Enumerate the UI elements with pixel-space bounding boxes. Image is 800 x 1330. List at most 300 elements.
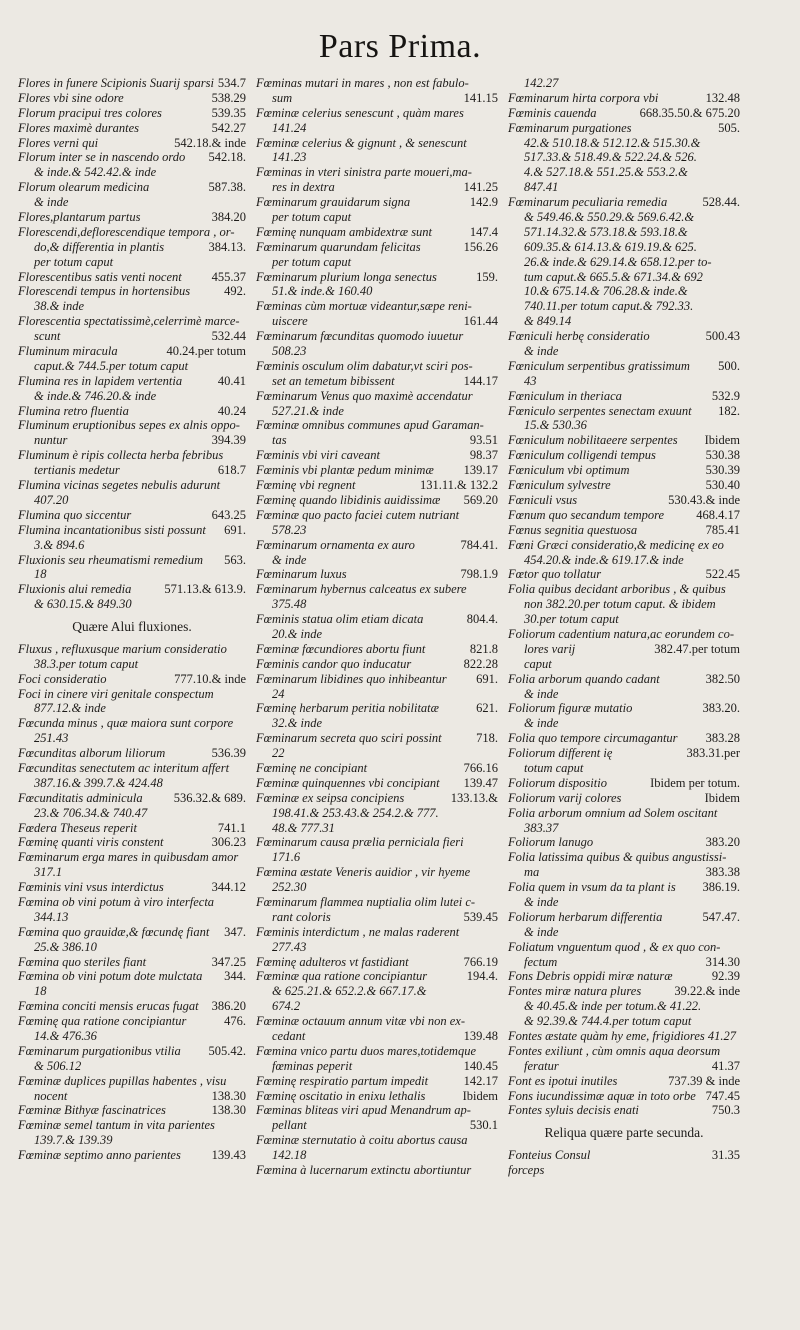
entry-text: & inde [524, 344, 559, 359]
entry-text: caput.& 744.5.per totum caput [34, 358, 189, 373]
entry-text: Fluminum eruptionibus sepes ex alnis oppo- [18, 418, 240, 433]
entry-text: Folia quo tempore circumagantur [508, 731, 678, 746]
index-entry-line [18, 687, 246, 702]
entry-text: Fontes exiliunt , cùm omnis aqua deorsum [508, 1043, 721, 1058]
index-entry-line [508, 791, 740, 806]
entry-reference: 777.10.& inde [174, 671, 246, 686]
entry-text: 18 [34, 984, 47, 999]
entry-text: Fœnum quo secandum tempore [508, 507, 665, 522]
index-entry-line [256, 553, 498, 568]
entry-text: Fœminis vbi plantæ pedum minimæ [256, 463, 434, 478]
entry-text: Fœminis candor quo inducatur [256, 656, 412, 671]
entry-text: 3.& 894.6 [34, 537, 85, 552]
index-entry-line [18, 925, 246, 940]
entry-text: Fœcunditas alborum liliorum [18, 746, 166, 761]
index-entry-line [256, 850, 498, 865]
index-entry-line [18, 746, 246, 761]
entry-text: Fœminarum erga mares in quibusdam amor [18, 850, 239, 865]
index-entry-line [256, 180, 498, 195]
entry-reference: 194.4. [466, 969, 498, 984]
entry-text: 139.7.& 139.39 [34, 1133, 113, 1148]
entry-text: Fœcunda minus , quæ maiora sunt corpore [18, 716, 234, 731]
entry-text: 198.41.& 253.43.& 254.2.& 777. [272, 805, 439, 820]
entry-text: sum [272, 90, 293, 105]
index-entry-line [256, 791, 498, 806]
entry-text: Fœmina conciti mensis erucas fugat [18, 999, 199, 1014]
entry-reference: 98.37 [469, 448, 498, 463]
entry-text: Foliorum cadentium natura,ac eorundem co- [508, 626, 735, 641]
entry-reference: 538.29 [211, 90, 246, 105]
entry-text: 517.33.& 518.49.& 522.24.& 526. [524, 150, 697, 165]
entry-text: Foliorum lanugo [508, 835, 594, 850]
entry-reference: 138.30 [211, 1088, 246, 1103]
index-entry-line [508, 955, 740, 970]
index-entry-line [256, 374, 498, 389]
entry-reference: 505.42. [208, 1043, 246, 1058]
index-entry-line [18, 999, 246, 1014]
index-entry-line [18, 106, 246, 121]
index-entry-line [18, 701, 246, 716]
entry-reference: 492. [224, 284, 246, 299]
entry-text: & inde [524, 686, 559, 701]
index-entry-line [256, 165, 498, 180]
entry-text: Fœminarum flammea nuptialia olim lutei c- [256, 894, 476, 909]
entry-text: 15.& 530.36 [524, 418, 587, 433]
entry-text: do,& differentia in plantis [34, 239, 165, 254]
entry-reference: 159. [476, 269, 498, 284]
entry-text: Fœminas mutari in mares , non est fabulo- [256, 76, 469, 90]
index-entry-line [508, 925, 740, 940]
index-entry-line [18, 240, 246, 255]
entry-text: & 625.21.& 652.2.& 667.17.& [272, 984, 427, 999]
entry-reference: 542.18.& inde [174, 135, 246, 150]
section-note [18, 612, 246, 642]
index-entry-line [18, 1103, 246, 1118]
entry-reference: 147.4 [469, 224, 498, 239]
entry-text: & 40.45.& inde per totum.& 41.22. [524, 999, 702, 1014]
index-entry-line [508, 76, 740, 91]
entry-reference: 500. [718, 358, 740, 373]
entry-text: Fœmina vnico partu duos mares,totidemque [256, 1043, 477, 1058]
entry-reference: 522.45 [705, 567, 740, 582]
index-entry-line [508, 523, 740, 538]
entry-text: 14.& 476.36 [34, 1029, 97, 1044]
index-entry-line [508, 359, 740, 374]
entry-text: Fœniculo serpentes senectam exuunt [508, 403, 692, 418]
entry-reference: 383.20. [702, 701, 740, 716]
index-entry-line [256, 270, 498, 285]
index-entry-line [256, 210, 498, 225]
index-entry-line [508, 642, 740, 657]
entry-text: Fœminis vbi viri caveant [256, 448, 380, 463]
entry-text: Florum olearum medicina [18, 180, 150, 195]
entry-reference: 536.39 [211, 746, 246, 761]
entry-text: Fœminas in vteri sinistra parte moueri,ma- [256, 165, 472, 180]
entry-reference: 542.18. [208, 150, 246, 165]
index-entry-line [508, 210, 740, 225]
entry-text: & inde [272, 552, 307, 567]
index-entry-line [508, 999, 740, 1014]
entry-text: Fœminarum libidines quo inhibeantur [256, 671, 447, 686]
index-column-right [508, 76, 740, 1178]
entry-text: Fluminum è ripis collecta herba febribus [18, 448, 224, 463]
index-entry-line [508, 136, 740, 151]
index-entry-line [508, 716, 740, 731]
entry-reference: 139.47 [463, 775, 498, 790]
entry-text: 142.27 [524, 76, 559, 90]
index-entry-line [508, 478, 740, 493]
index-entry-line [18, 955, 246, 970]
index-entry-line [508, 850, 740, 865]
index-entry-line [18, 508, 246, 523]
entry-reference: 621. [476, 701, 498, 716]
entry-text: Florum pracipui tres colores [18, 105, 162, 120]
entry-text: 674.2 [272, 999, 301, 1014]
entry-text: Fœminæ quo pacto faciei cutem nutriant [256, 507, 460, 522]
entry-reference: 643.25 [211, 507, 246, 522]
entry-text: 43 [524, 373, 537, 388]
index-entry-line [256, 582, 498, 597]
index-entry-line [508, 508, 740, 523]
entry-reference: 668.35.50.& 675.20 [639, 105, 740, 120]
entry-text: Fœminę qua ratione concipiantur [18, 1014, 187, 1029]
entry-text: Fœniculi herbę consideratio [508, 329, 650, 344]
entry-reference: 691. [476, 671, 498, 686]
entry-text: Fœminarum plurium longa senectus [256, 269, 437, 284]
index-entry-line [256, 225, 498, 240]
entry-text: 252.30 [272, 880, 307, 895]
entry-text: 25.& 386.10 [34, 939, 97, 954]
entry-reference: 161.44 [463, 314, 498, 329]
index-entry-line [18, 791, 246, 806]
entry-reference: 747.45 [705, 1088, 740, 1103]
index-entry-line [256, 925, 498, 940]
entry-text: 38.3.per totum caput [34, 656, 139, 671]
entry-reference: 142.17 [463, 1073, 498, 1088]
entry-text: Florescendi tempus in hortensibus [18, 284, 191, 299]
entry-text: 32.& inde [272, 716, 322, 731]
entry-text: & 849.14 [524, 314, 572, 329]
index-entry-line [508, 195, 740, 210]
entry-text: & 549.46.& 550.29.& 569.6.42.& [524, 210, 695, 225]
entry-text: uiscere [272, 314, 308, 329]
entry-text: Fluminum miracula [18, 344, 118, 359]
index-entry-line [256, 1133, 498, 1148]
index-entry-line [508, 567, 740, 582]
index-entry-line [256, 448, 498, 463]
index-entry-line [18, 523, 246, 538]
entry-text: per totum caput [272, 254, 352, 269]
entry-reference: 131.11.& 132.2 [419, 478, 498, 493]
index-entry-line [508, 344, 740, 359]
entry-text: 877.12.& inde [34, 701, 106, 716]
entry-reference: 382.47.per totum [654, 641, 740, 656]
entry-text: Foliatum vnguentum quod , & ex quo con- [508, 939, 721, 954]
index-entry-line [18, 850, 246, 865]
entry-reference: 138.30 [211, 1103, 246, 1118]
index-entry-line [508, 225, 740, 240]
entry-reference: Ibidem [704, 433, 740, 448]
index-entry-line [18, 538, 246, 553]
index-entry-line [508, 687, 740, 702]
index-entry-line [256, 433, 498, 448]
entry-text: Fontes æstate quàm hy eme, frigidiores 41.27 [508, 1029, 736, 1043]
index-entry-line [256, 806, 498, 821]
index-entry-line [508, 1148, 740, 1163]
entry-text: Flores in funere Scipionis Suarij sparsi [18, 76, 214, 90]
entry-text: Fœminis cauenda [508, 105, 597, 120]
index-entry-line [256, 463, 498, 478]
index-entry-line [256, 955, 498, 970]
entry-reference: 140.45 [463, 1058, 498, 1073]
entry-text: Folia quem in vsum da ta plant is [508, 880, 676, 895]
entry-text: & inde [524, 924, 559, 939]
entry-reference: 156.26 [463, 239, 498, 254]
entry-text: ma [524, 865, 540, 880]
entry-reference: 132.48 [705, 90, 740, 105]
entry-text: Fœniculum in theriaca [508, 388, 622, 403]
entry-text: Fœminę quanti viris constent [18, 835, 164, 850]
entry-text: 609.35.& 614.13.& 619.19.& 625. [524, 239, 697, 254]
entry-reference: 547.47. [702, 909, 740, 924]
entry-text: Quære Alui fluxiones. [72, 619, 192, 635]
entry-text: Fœminę nunquam ambidextræ sunt [256, 224, 433, 239]
index-entry-line [508, 746, 740, 761]
entry-reference: 569.20 [463, 492, 498, 507]
entry-text: Fœdera Theseus reperit [18, 820, 137, 835]
entry-text: pellant [272, 1118, 307, 1133]
entry-reference: 93.51 [469, 433, 498, 448]
entry-text: set an temetum bibissent [272, 373, 395, 388]
index-entry-line [18, 433, 246, 448]
entry-text: Fœminæ omnibus communes apud Garaman- [256, 418, 484, 433]
index-entry-line [18, 880, 246, 895]
entry-text: Reliqua quære parte secunda. [544, 1125, 704, 1141]
index-entry-line [18, 761, 246, 776]
index-entry-line [256, 255, 498, 270]
entry-reference: 139.43 [211, 1148, 246, 1163]
index-entry-line [18, 121, 246, 136]
entry-text: tertianis medetur [34, 463, 120, 478]
entry-reference: 587.38. [208, 180, 246, 195]
entry-text: Folia arborum omnium ad Solem oscitant [508, 805, 718, 820]
entry-text: Flumina quo siccentur [18, 507, 132, 522]
entry-text: Fœcunditatis adminicula [18, 790, 143, 805]
index-entry-line [18, 1148, 246, 1163]
index-entry-line [256, 359, 498, 374]
entry-reference: 532.9 [711, 388, 740, 403]
index-entry-line [18, 553, 246, 568]
entry-text: Fonteius Consul [508, 1148, 591, 1163]
entry-text: tas [272, 433, 287, 448]
index-entry-line [508, 627, 740, 642]
entry-text: Fœminę respiratio partum impedit [256, 1073, 429, 1088]
entry-reference: 347.25 [211, 954, 246, 969]
index-entry-line [256, 493, 498, 508]
entry-text: 277.43 [272, 939, 307, 954]
index-entry-line [256, 284, 498, 299]
index-entry-line [256, 657, 498, 672]
entry-reference: 563. [224, 552, 246, 567]
index-entry-line [18, 418, 246, 433]
entry-text: fectum [524, 954, 558, 969]
entry-text: Fœminæ duplices pupillas habentes , visu [18, 1073, 227, 1088]
index-entry-line [508, 433, 740, 448]
index-entry-line [256, 567, 498, 582]
entry-reference: Ibidem per totum. [650, 775, 740, 790]
index-entry-line [18, 270, 246, 285]
entry-text: 740.11.per totum caput.& 792.33. [524, 299, 694, 314]
entry-reference: 530.39 [705, 463, 740, 478]
index-entry-line [18, 567, 246, 582]
entry-reference: 142.9 [469, 195, 498, 210]
index-entry-line [18, 776, 246, 791]
entry-text: Florum inter se in nascendo ordo [18, 150, 186, 165]
index-entry-line [18, 1044, 246, 1059]
index-entry-line [256, 746, 498, 761]
entry-text: Fœmina ob vini potum dote mulctata [18, 969, 203, 984]
entry-text: Fœniculum sylvestre [508, 478, 611, 493]
entry-reference: 40.24 [217, 403, 246, 418]
index-entry-line [256, 999, 498, 1014]
entry-text: Fœminæ qua ratione concipiantur [256, 969, 428, 984]
index-entry-line [508, 91, 740, 106]
entry-text: 383.37 [524, 820, 559, 835]
entry-text: nuntur [34, 433, 68, 448]
index-entry-line [508, 284, 740, 299]
index-entry-line [256, 1163, 498, 1178]
index-entry-line [256, 984, 498, 999]
entry-text: Fœminæ octauum annum vitæ vbi non ex- [256, 1014, 465, 1029]
index-entry-line [18, 404, 246, 419]
entry-text: Fœniculum colligendi tempus [508, 448, 656, 463]
entry-reference: 344.12 [211, 880, 246, 895]
entry-text: 48.& 777.31 [272, 820, 335, 835]
entry-text: Folia latissima quibus & quibus angustissi- [508, 850, 727, 865]
entry-text: Flumina vicinas segetes nebulis adurunt [18, 478, 221, 493]
index-column-middle [256, 76, 498, 1178]
index-entry-line [256, 731, 498, 746]
index-entry-line [18, 940, 246, 955]
entry-reference: 314.30 [705, 954, 740, 969]
index-entry-line [256, 940, 498, 955]
entry-reference: 384.20 [211, 210, 246, 225]
entry-reference: 383.31.per [686, 746, 740, 761]
entry-reference: 822.28 [463, 656, 498, 671]
entry-text: 26.& inde.& 629.14.& 658.12.per to- [524, 254, 712, 269]
entry-reference: 785.41 [705, 522, 740, 537]
entry-text: 171.6 [272, 850, 301, 865]
index-entry-line [256, 910, 498, 925]
entry-text: Fœminæ fœcundiores abortu fiunt [256, 641, 426, 656]
entry-reference: 133.13.& [450, 790, 498, 805]
index-entry-line [18, 806, 246, 821]
index-entry-line [18, 865, 246, 880]
entry-text: Fœminæ sternutatio à coitu abortus causa [256, 1133, 468, 1148]
index-entry-line [508, 165, 740, 180]
entry-text: Flores verni qui [18, 135, 99, 150]
entry-reference: 383.20 [705, 835, 740, 850]
entry-reference: 530.43.& inde [668, 492, 740, 507]
index-entry-line [18, 195, 246, 210]
entry-text: 51.& inde.& 160.40 [272, 284, 373, 299]
index-entry-line [256, 106, 498, 121]
index-entry-line [256, 880, 498, 895]
index-entry-line [256, 776, 498, 791]
entry-reference: 536.32.& 689. [173, 790, 246, 805]
index-entry-line [508, 418, 740, 433]
index-entry-line [256, 478, 498, 493]
index-entry-line [508, 1059, 740, 1074]
index-entry-line [18, 969, 246, 984]
entry-text: 42.& 510.18.& 512.12.& 515.30.& [524, 135, 701, 150]
entry-reference: 737.39 & inde [668, 1073, 740, 1088]
entry-reference: 344. [224, 969, 246, 984]
entry-text: Fœminę quando libidinis auidissimæ [256, 492, 441, 507]
index-entry-line [508, 1014, 740, 1029]
index-entry-line [508, 374, 740, 389]
entry-text: Fontes syluis decisis enati [508, 1103, 639, 1118]
entry-reference: 741.1 [217, 820, 246, 835]
index-entry-line [18, 493, 246, 508]
entry-reference: 139.48 [463, 1029, 498, 1043]
entry-text: Fœminarum hirta corpora vbi [508, 90, 659, 105]
entry-text: & inde [524, 894, 559, 909]
entry-text: Florescentia spectatissimè,celerrimè marce- [18, 314, 240, 329]
entry-reference: 41.37 [711, 1058, 740, 1073]
entry-reference: 539.35 [211, 105, 246, 120]
entry-text: 454.20.& inde.& 619.17.& inde [524, 552, 684, 567]
entry-reference: 386.19. [702, 880, 740, 895]
index-entry-line [256, 195, 498, 210]
entry-reference: 505. [718, 120, 740, 135]
entry-text: & 506.12 [34, 1058, 82, 1073]
entry-text: & inde [34, 195, 69, 210]
index-entry-line [256, 761, 498, 776]
entry-text: Fons Debris oppidi miræ naturæ [508, 969, 673, 984]
entry-reference: 476. [224, 1014, 246, 1029]
index-entry-line [508, 389, 740, 404]
entry-reference: 766.16 [463, 760, 498, 775]
entry-text: Fœniculum vbi optimum [508, 463, 630, 478]
entry-text: Foliorum varij colores [508, 790, 622, 805]
index-entry-line [18, 150, 246, 165]
entry-text: per totum caput [34, 254, 114, 269]
index-entry-line [256, 821, 498, 836]
index-entry-line [256, 1148, 498, 1163]
index-entry-line [508, 731, 740, 746]
entry-text: 20.& inde [272, 626, 322, 641]
entry-reference: 141.15 [463, 90, 498, 105]
index-entry-line [508, 538, 740, 553]
entry-text: Fœminarum causa prælia perniciala fieri [256, 835, 464, 850]
entry-text: Fœminas bliteas viri apud Menandrum ap- [256, 1103, 471, 1118]
entry-text: Fœtor quo tollatur [508, 567, 602, 582]
index-entry-line [18, 895, 246, 910]
index-entry-line [18, 597, 246, 612]
entry-text: Foliorum herbarum differentia [508, 909, 663, 924]
entry-reference: 468.4.17 [696, 507, 740, 522]
index-entry-line [18, 1059, 246, 1074]
entry-text: & 630.15.& 849.30 [34, 597, 132, 612]
index-entry-line [256, 329, 498, 344]
index-entry-line [18, 1029, 246, 1044]
entry-text: Folia arborum quando cadant [508, 671, 660, 686]
entry-text: Flumina res in lapidem vertentia [18, 373, 183, 388]
index-entry-line [508, 270, 740, 285]
entry-text: 22 [272, 746, 285, 761]
entry-text: fœminas peperit [272, 1058, 353, 1073]
